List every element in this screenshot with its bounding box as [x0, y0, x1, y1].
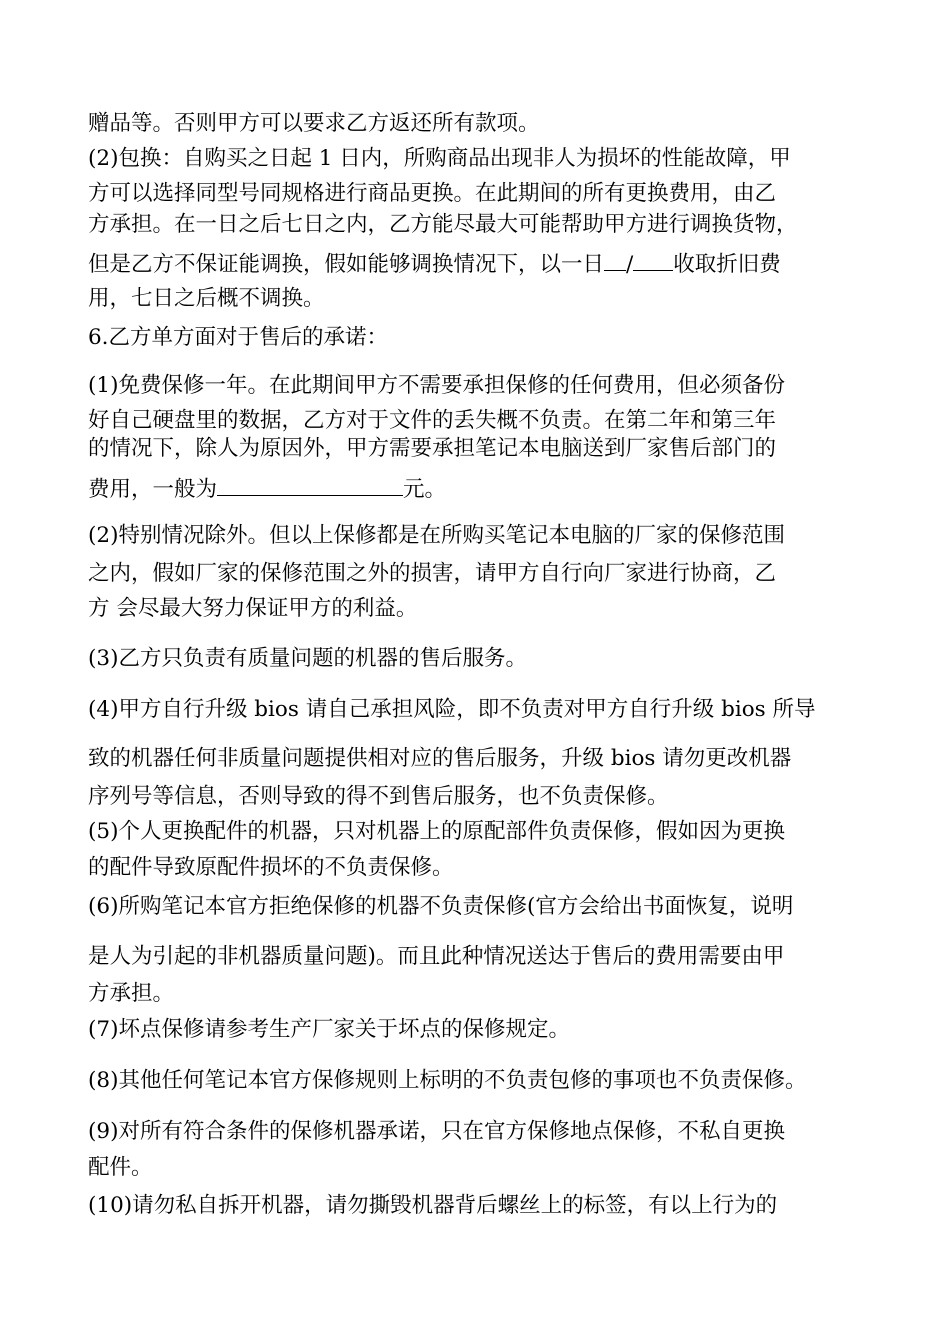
text-line: 方承担。 — [88, 981, 175, 1006]
text-line-with-blank — [88, 473, 868, 504]
text-line: 方可以选择同型号同规格进行商品更换。在此期间的所有更换费用，由乙 — [88, 181, 777, 206]
text-line: 是人为引起的非机器质量问题)。而且此种情况送达于售后的费用需要由甲 — [88, 944, 785, 969]
separator-text: / — [626, 252, 634, 277]
text-line: (8)其他任何笔记本官方保修规则上标明的不负责包修的事项也不负责保修。 — [88, 1068, 807, 1093]
fill-in-blank — [633, 248, 673, 271]
text-line: 方承担。在一日之后七日之内，乙方能尽最大可能帮助甲方进行调换货物， — [88, 212, 798, 237]
text-line: 好自己硬盘里的数据，乙方对于文件的丢失概不负责。在第二年和第三年 — [88, 408, 777, 433]
text-line-with-blanks — [88, 248, 868, 279]
text-line: 的情况下，除人为原因外，甲方需要承担笔记本电脑送到厂家售后部门的 — [88, 436, 777, 461]
fill-in-blank — [604, 248, 626, 271]
text-line: (6)所购笔记本官方拒绝保修的机器不负责保修(官方会给出书面恢复，说明 — [88, 894, 794, 919]
text-line: (9)对所有符合条件的保修机器承诺，只在官方保修地点保修，不私自更换 — [88, 1119, 785, 1144]
text-line: (5)个人更换配件的机器，只对机器上的原配部件负责保修，假如因为更换 — [88, 819, 785, 844]
text-line: 赠品等。否则甲方可以要求乙方返还所有款项。 — [88, 111, 540, 136]
text-line: 致的机器任何非质量问题提供相对应的售后服务，升级 bios 请勿更改机器 — [88, 746, 792, 771]
fill-in-blank — [217, 473, 403, 496]
text-segment: 元。 — [403, 477, 447, 502]
text-line: (7)坏点保修请参考生产厂家关于坏点的保修规定。 — [88, 1017, 570, 1042]
text-line: (4)甲方自行升级 bios 请自己承担风险，即不负责对甲方自行升级 bios 所导 — [88, 697, 816, 722]
text-line: (2)特别情况除外。但以上保修都是在所购买笔记本电脑的厂家的保修范围 — [88, 523, 785, 548]
text-line: (1)免费保修一年。在此期间甲方不需要承担保修的任何费用，但必须备份 — [88, 373, 785, 398]
text-line: 的配件导致原配件损坏的不负责保修。 — [88, 855, 454, 880]
text-segment: 费用，一般为 — [88, 477, 218, 502]
text-line: (10)请勿私自拆开机器，请勿撕毁机器背后螺丝上的标签，有以上行为的 — [88, 1193, 778, 1218]
text-line: (2)包换：自购买之日起 1 日内，所购商品出现非人为损坏的性能故障，甲 — [88, 146, 791, 171]
section-heading: 6.乙方单方面对于售后的承诺： — [88, 325, 389, 350]
text-line: 序列号等信息，否则导致的得不到售后服务，也不负责保修。 — [88, 784, 669, 809]
text-segment: 收取折旧费 — [673, 252, 781, 277]
text-line: 之内，假如厂家的保修范围之外的损害，请甲方自行向厂家进行协商，乙 — [88, 561, 777, 586]
text-line: (3)乙方只负责有质量问题的机器的售后服务。 — [88, 646, 527, 671]
text-line: 方 会尽最大努力保证甲方的利益。 — [88, 596, 418, 621]
text-line: 配件。 — [88, 1155, 153, 1180]
text-line: 用，七日之后概不调换。 — [88, 286, 325, 311]
text-segment: 但是乙方不保证能调换，假如能够调换情况下，以一日 — [88, 252, 605, 277]
